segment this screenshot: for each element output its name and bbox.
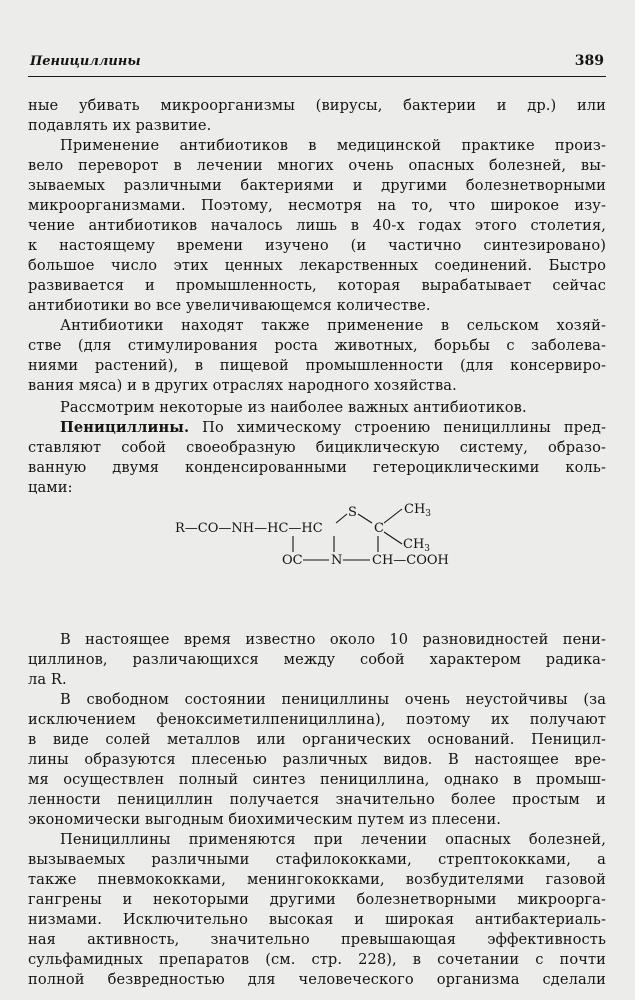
- text-line: ленности пенициллин получается значительно более простым и: [28, 791, 606, 808]
- text-line: цами:: [28, 479, 73, 496]
- text-line: антибиотики во все увеличивающемся количестве.: [28, 297, 431, 314]
- text-line-with-heading: [60, 418, 606, 438]
- text-line: ванную двумя конденсированными гетероциклическими коль-: [28, 459, 606, 476]
- text-fragment: По химическому строению пенициллины пред-: [189, 419, 606, 436]
- formula-quaternary-carbon: C: [374, 521, 384, 536]
- page-header: [28, 52, 606, 77]
- bond: [384, 532, 402, 544]
- text-line: вызываемых различными стафилококками, стрептококками, а: [28, 851, 606, 868]
- text-line: в виде солей металлов или органических оснований. Пеницил-: [28, 731, 606, 748]
- page-number: 389: [574, 53, 604, 69]
- text-line: исключением феноксиметилпенициллина), поэтому их получают: [28, 711, 606, 728]
- text-line: развивается и промышленность, которая вырабатывает сейчас: [28, 277, 606, 294]
- text-line: зываемых различными бактериями и другими болезнетворными: [28, 177, 606, 194]
- formula-methyl-bottom: $CH_3$: [403, 537, 431, 554]
- text-line: экономически выгодным биохимическим путем из плесени.: [28, 811, 502, 828]
- text-line: лины образуются плесенью различных видов. В настоящее вре-: [28, 751, 606, 768]
- running-title: Пенициллины: [30, 54, 141, 69]
- text-line: ная активность, значительно превышающая эффективность: [28, 931, 606, 948]
- text-line: Применение антибиотиков в медицинской практике произ-: [60, 137, 606, 154]
- run-in-heading: Пенициллины.: [60, 419, 190, 436]
- text-line: ставляют собой своеобразную бициклическую систему, образо-: [28, 439, 606, 456]
- text-line: ла R.: [28, 671, 67, 688]
- text-line: гангрены и некоторыми другими болезнетворными микроорга-: [28, 891, 606, 908]
- text-line: стве (для стимулирования роста животных, борьбы с заболева-: [28, 337, 606, 354]
- text-line: полной безвредностью для человеческого организма сделали: [28, 971, 606, 988]
- text-line: вело переворот в лечении многих очень опасных болезней, вы-: [28, 157, 606, 174]
- formula-nitrogen: N: [331, 553, 343, 568]
- penicillin-structural-formula: [170, 500, 470, 575]
- text-line: к настоящему времени изучено (и частично синтезировано): [28, 237, 606, 254]
- formula-carbonyl: OC: [282, 553, 303, 568]
- text-line: циллинов, различающихся между собой характером радика-: [28, 651, 606, 668]
- text-line: Рассмотрим некоторые из наиболее важных антибиотиков.: [60, 399, 527, 416]
- text-line: также пневмококками, менингококками, возбудителями газовой: [28, 871, 606, 888]
- text-line: ниями растений), в пищевой промышленности (для консервиро-: [28, 357, 606, 374]
- formula-chain: R—CO—NH—HC—HC: [175, 521, 323, 536]
- text-line: В свободном состоянии пенициллины очень неустойчивы (за: [60, 691, 606, 708]
- text-line: вания мяса) и в других отраслях народного хозяйства.: [28, 377, 457, 394]
- text-line: сульфамидных препаратов (см. стр. 228), в сочетании с почти: [28, 951, 606, 968]
- text-line: низмами. Исключительно высокая и широкая антибактериаль-: [28, 911, 606, 928]
- bond: [336, 514, 347, 523]
- text-line: большое число этих ценных лекарственных соединений. Быстро: [28, 257, 606, 274]
- text-line: мя осуществлен полный синтез пенициллина, однако в промыш-: [28, 771, 606, 788]
- bond: [384, 509, 402, 523]
- text-line: ные убивать микроорганизмы (вирусы, бактерии и др.) или: [28, 97, 606, 114]
- bond: [358, 514, 372, 523]
- text-line: Пенициллины применяются при лечении опасных болезней,: [60, 831, 606, 848]
- text-line: чение антибиотиков началось лишь в 40-х годах этого столетия,: [28, 217, 606, 234]
- text-line: В настоящее время известно около 10 разновидностей пени-: [60, 631, 606, 648]
- formula-methyl-top: $CH_3$: [404, 502, 432, 519]
- text-line: микроорганизмами. Поэтому, несмотря на то, что широкое изу-: [28, 197, 606, 214]
- formula-sulfur: S: [348, 505, 357, 520]
- formula-carboxyl: CH—COOH: [372, 553, 449, 568]
- text-line: подавлять их развитие.: [28, 117, 212, 134]
- text-line: Антибиотики находят также применение в сельском хозяй-: [60, 317, 606, 334]
